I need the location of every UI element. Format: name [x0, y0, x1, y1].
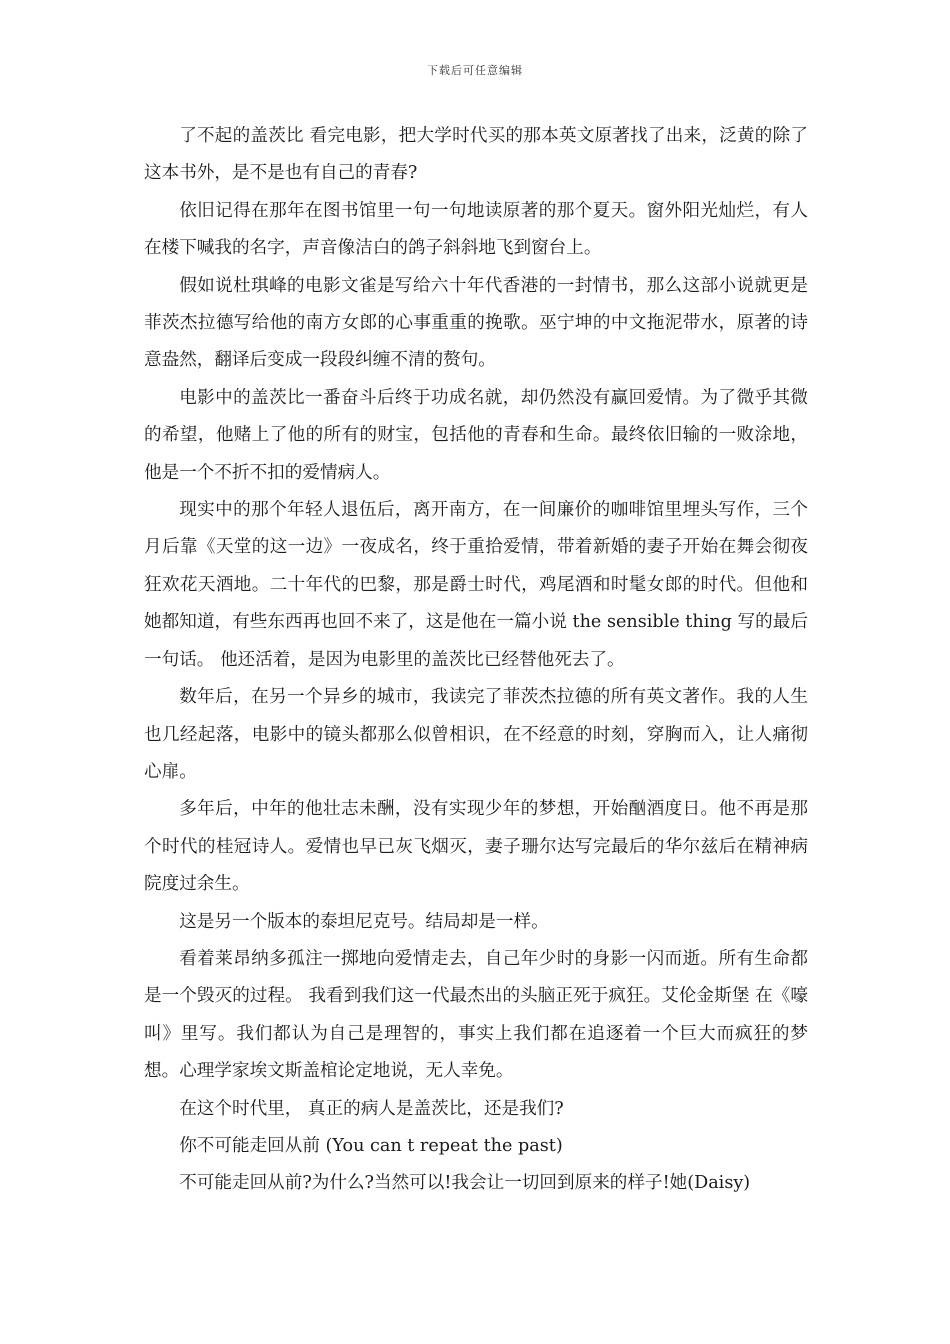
paragraph: 了不起的盖茨比 看完电影，把大学时代买的那本英文原著找了出来，泛黄的除了这本书外，是不是也有自己的青春? [144, 126, 808, 184]
paragraph: 数年后，在另一个异乡的城市，我读完了菲茨杰拉德的所有英文著作。我的人生也几经起落，电影中的镜头都那么似曾相识，在不经意的时刻，穿胸而入，让人痛彻心扉。 [144, 687, 808, 782]
header-note: 下载后可任意编辑 [427, 64, 523, 77]
body-text [144, 118, 808, 1203]
paragraph: 在这个时代里， 真正的病人是盖茨比，还是我们? [179, 1098, 564, 1119]
paragraph: 这是另一个版本的泰坦尼克号。结局却是一样。 [179, 911, 549, 932]
paragraph: 现实中的那个年轻人退伍后，离开南方，在一间廉价的咖啡馆里埋头写作，三个月后靠《天堂的这一边》一夜成名，终于重拾爱情，带着新婚的妻子开始在舞会彻夜狂欢花天酒地。二十年代的巴黎，那是爵士时代，鸡尾酒和时髦女郎的时代。但他和她都知道，有些东西再也回不来了，这是他在一篇小说 the sensible thing 写的最后一句话。 他还活着，是因为电影里的盖茨比已经替他死去了。 [144, 500, 808, 670]
paragraph: 你不可能走回从前 (You can t repeat the past) [179, 1135, 563, 1156]
paragraph: 不可能走回从前?为什么?当然可以!我会让一切回到原来的样子!她(Daisy) [179, 1173, 751, 1194]
paragraph: 多年后，中年的他壮志未酬，没有实现少年的梦想，开始酗酒度日。他不再是那个时代的桂冠诗人。爱情也早已灰飞烟灭，妻子珊尔达写完最后的华尔兹后在精神病院度过余生。 [144, 799, 808, 895]
paragraph: 依旧记得在那年在图书馆里一句一句地读原著的那个夏天。窗外阳光灿烂，有人在楼下喊我的名字，声音像洁白的鸽子斜斜地飞到窗台上。 [144, 200, 808, 259]
paragraph: 看着莱昂纳多孤注一掷地向爱情走去，自己年少时的身影一闪而逝。所有生命都是一个毁灭的过程。 我看到我们这一代最杰出的头脑正死于疯狂。艾伦金斯堡 在《嚎叫》里写。我们都认为自己是理智的，事实上我们都在追逐着一个巨大而疯狂的梦想。心理学家埃文斯盖棺论定地说，无人幸免。 [144, 948, 808, 1082]
paragraph: 假如说杜琪峰的电影文雀是写给六十年代香港的一封情书，那么这部小说就更是菲茨杰拉德写给他的南方女郎的心事重重的挽歌。巫宁坤的中文拖泥带水，原著的诗意盎然，翻译后变成一段段纠缠不清的赘句。 [144, 275, 808, 371]
paragraph: 电影中的盖茨比一番奋斗后终于功成名就，却仍然没有赢回爱情。为了微乎其微的希望，他赌上了他的所有的财宝，包括他的青春和生命。最终依旧输的一败涂地，他是一个不折不扣的爱情病人。 [144, 387, 808, 483]
